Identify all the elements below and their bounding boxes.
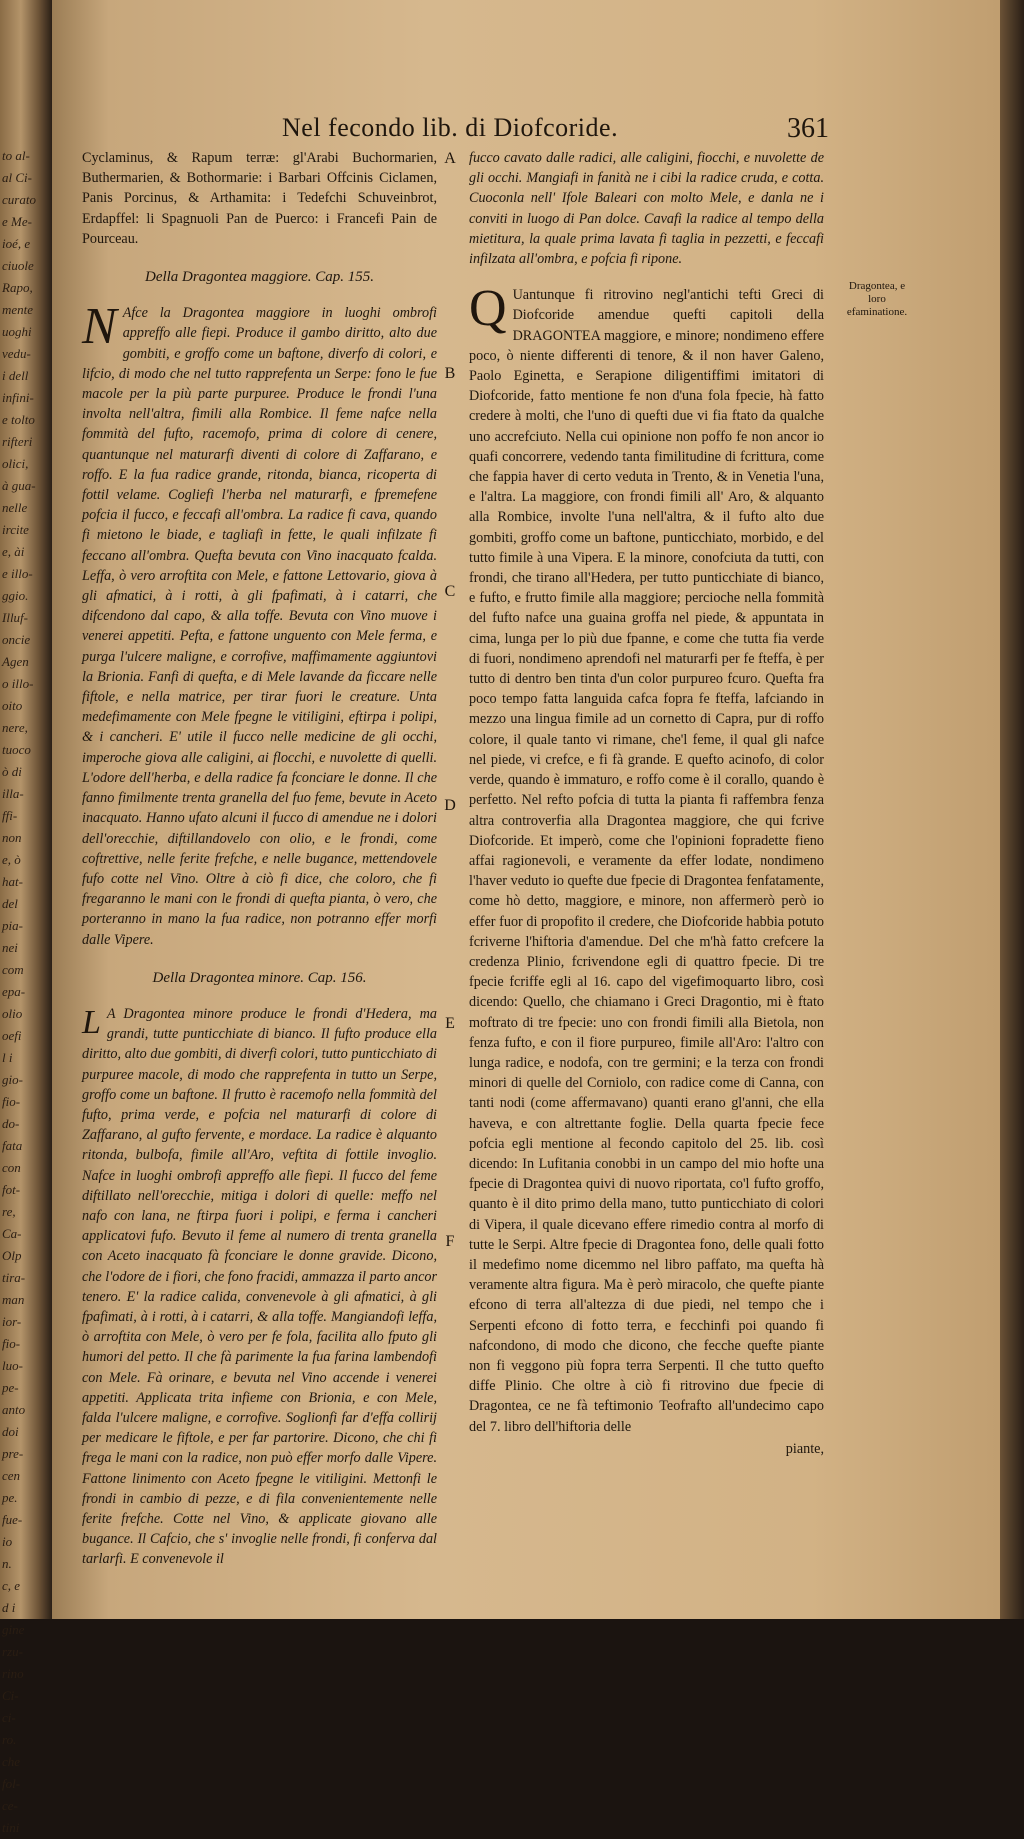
- spine-fragment: epa-: [2, 984, 26, 999]
- spine-fragment: non: [2, 830, 22, 845]
- chapter-156-dropcap: L: [82, 1003, 101, 1041]
- spine-fragment: hat-: [2, 874, 23, 889]
- spine-fragment: à gua-: [2, 478, 36, 493]
- spine-fragment: ircite: [2, 522, 29, 537]
- spine-fragment: oefi: [2, 1028, 22, 1043]
- spine-fragment: nere,: [2, 720, 28, 735]
- spine-fragment: illa-: [2, 786, 24, 801]
- spine-fragment: tini: [2, 1820, 20, 1835]
- spine-fragment: fio-: [2, 1094, 21, 1109]
- spine-fragment: pe-: [2, 1380, 19, 1395]
- page-edge: [1000, 0, 1024, 1619]
- spine-fragment: che: [2, 1754, 21, 1769]
- spine-text-fragments: [2, 145, 48, 1839]
- spine-fragment: man: [2, 1292, 25, 1307]
- running-title: Nel fecondo lib. di Diofcoride.: [282, 113, 619, 142]
- spine-fragment: Olp: [2, 1248, 22, 1263]
- spine-fragment: rzu-: [2, 1644, 23, 1659]
- spine-fragment: d i: [2, 1600, 16, 1615]
- catchword: piante,: [785, 1440, 824, 1457]
- chapter-155-title: Della Dragontea maggiore. Cap. 155.: [144, 269, 374, 286]
- spine-fragment: con: [2, 1160, 21, 1175]
- spine-fragment: i dell: [2, 368, 29, 383]
- spine-fragment: fot-: [2, 1182, 21, 1197]
- spine-fragment: o illo-: [2, 676, 34, 691]
- spine-fragment: ci-: [2, 1710, 16, 1725]
- spine-fragment: luo-: [2, 1358, 23, 1373]
- spine-fragment: olio: [2, 1006, 23, 1021]
- spine-fragment: do-: [2, 1116, 20, 1131]
- spine-fragment: nelle: [2, 500, 28, 515]
- spine-fragment: io: [2, 1534, 13, 1549]
- spine-fragment: com: [2, 962, 24, 977]
- spine-fragment: curato: [2, 192, 36, 207]
- spine-fragment: Agen: [2, 654, 29, 669]
- spine-fragment: gio-: [2, 1072, 23, 1087]
- spine-fragment: nei: [2, 940, 18, 955]
- intro-paragraph: Cyclaminus, & Rapum terræ: gl'Arabi Buchormarien, Buthermarien, & Bothormarie: i Barbari Offcinis Ciclamen, Panis Porcinus, & Arthamita: i Tedefchi Schuveinbrot, Erdapffel: li Spagnuoli Pan de Puerco: i Francefi Pain de Pourceau.: [82, 150, 437, 247]
- spine-fragment: tuoco: [2, 742, 31, 757]
- margin-letter-d: D: [444, 797, 456, 814]
- left-column: [82, 148, 437, 1570]
- spine-fragment: fio-: [2, 1336, 21, 1351]
- side-note: Dragontea, e loro efaminatione.: [846, 280, 908, 318]
- spine-fragment: fata: [2, 1138, 23, 1153]
- chapter-156-text: [82, 1004, 437, 1570]
- spine-fragment: ce-: [2, 1798, 18, 1813]
- spine-fragment: to al-: [2, 148, 30, 163]
- spine-fragment: e tolto: [2, 412, 35, 427]
- spine-fragment: re,: [2, 1204, 16, 1219]
- spine-fragment: Illuf-: [2, 610, 28, 625]
- right-column: [469, 148, 824, 1459]
- spine-fragment: pe.: [2, 1490, 18, 1505]
- spine-fragment: ffi-: [2, 808, 18, 823]
- spine-fragment: rino: [2, 1666, 24, 1681]
- spine-fragment: ciuole: [2, 258, 34, 273]
- margin-letter-c: C: [444, 583, 456, 600]
- spine-fragment: l i: [2, 1050, 13, 1065]
- margin-letter-f: F: [445, 1233, 455, 1250]
- spine-fragment: olici,: [2, 456, 29, 471]
- spine-fragment: fue-: [2, 1512, 23, 1527]
- spine-fragment: vedu-: [2, 346, 31, 361]
- spine-fragment: del: [2, 896, 18, 911]
- chapter-155-dropcap: N: [82, 298, 117, 356]
- spine-fragment: pre-: [2, 1446, 24, 1461]
- spine-fragment: e, ài: [2, 544, 25, 559]
- spine-fragment: c, e: [2, 1578, 21, 1593]
- margin-letter-a: A: [444, 150, 456, 167]
- commentary-dropcap: Q: [469, 280, 507, 338]
- spine-fragment: Ca-: [2, 1226, 22, 1241]
- margin-letter-e: E: [445, 1015, 455, 1032]
- spine-fragment: anto: [2, 1402, 26, 1417]
- spine-fragment: infini-: [2, 390, 34, 405]
- spine-fragment: fol-: [2, 1776, 21, 1791]
- spine-fragment: ò di: [2, 764, 22, 779]
- spine-fragment: mente: [2, 302, 34, 317]
- spine-fragment: e, ò: [2, 852, 21, 867]
- chapter-155-text: [82, 298, 437, 950]
- spine-fragment: uoghi: [2, 324, 32, 339]
- chapter-156-body: A Dragontea minore produce le frondi d'Hedera, ma grandi, tutte punticchiate di bianco. Il fufto produce ella diritto, alto due gombiti, di diverfi colori, tutto punticchiato di purpuree macole, di modo che rapprefenta in tutto un Serpe, groffo come un baftone. Il frutto è racemofo nella fommità del fufto, prima verde, e pofcia nel maturarfi di colore di Zaffarano, al gufto fervente, e mordace. La radice è alquanto ritonda, bulbofa, fimile all'Aro, veftita di fottile invoglio. Nafce in luoghi ombrofi appreffo alle fiepi. Il fucco del feme diftillato nell'orecchie, mitiga i dolori di quelle: meffo nel nafo con lana, ne ftirpa fuori i polipi, e ferma i cancheri applicatovi fufo. Bevuto il feme al numero di trenta granella con Aceto inacquato fà fconciare le donne gravide. Dicono, che l'odore de i fiori, che fono fracidi, ammazza il parto ancor tenero. E' la radice calida, convenevole à gli afmatici, à gli fpafimati, à i rotti, à i catarri, & alla toffe. Mangiandofi leffa, ò arroftita con Mele, ò vero per fe fola, facilita allo fputo gli humori del petto. Il che fà parimente la fua farina lambendofi con Mele. Fà orinare, e bevuta nel Vino accende i venerei appetiti. Applicata trita infieme con Brionia, e con Mele, falda l'ulcere maligne, e corrofive. Soglionfi far d'effa collirij per medicare le fiftole, e per far partorire. Dicono, che chi fi frega le mani con la radice, non può effer morfo dalle Vipere. Fattone linimento con Aceto fpegne le vitiligini. Mettonfi le frondi in cambio di pezze, e di fila convenientemente nelle ferite frefche. Cotte nel Vino, & applicate giovano alle bugance. Il Cafcio, che s' invoglie nelle frondi, fi conferva dal tarlarfi. E convenevole il: [82, 1005, 437, 1568]
- book-page: [52, 0, 1000, 1619]
- spine-fragment: al Ci-: [2, 170, 32, 185]
- chapter-156-continuation: fucco cavato dalle radici, alle caligini, fiocchi, e nuvolette de gli occhi. Mangiafi in fanità ne i cibi la radice cruda, e cotta. Cuoconla nell' Ifole Baleari con molto Mele, e danla ne i conviti in luogo di Pan dolce. Cavafi la radice al tempo della mietitura, la quale prima lavata fi taglia in pezzetti, e feccafi infilzata all'ombra, e pofcia fi ripone.: [469, 150, 824, 268]
- spine-fragment: tira-: [2, 1270, 26, 1285]
- spine-fragment: ioé, e: [2, 236, 31, 251]
- spine-fragment: ggio.: [2, 588, 29, 603]
- chapter-155-body: Afce la Dragontea maggiore in luoghi ombrofi appreffo alle fiepi. Produce il gambo diritto, alto due gombiti, e groffo come un baftone, diverfo di colori, e lifcio, di modo che nel tutto rapprefenta un Serpe: fono le fue macole per la più parte purpuree. Produce le frondi l'una involta nell'altra, fimili alla Rombice. Il feme nafce nella fommità del fufto, racemofo, prima di colore di cenere, quantunque nel maturarfi diventi di colore di Zaffarano, e roffo. E la fua radice grande, ritonda, bianca, ricoperta di fottil velame. Cogliefi l'herba nel maturarfi, e fpremefene pofcia il fucco, e feccafi all'ombra. La radice fi cava, quando fi mietono le biade, e tagliafi in fette, le quali infilzate fi feccano all'ombra. Quefta bevuta con Vino inacquato fcalda. Leffa, ò vero arroftita con Mele, e fattone Lettovario, giova à gli afmatici, à i rotti, à gli fpafimati, à i catarri, che difcendono dal capo, & alla toffe. Bevuta con Vino muove i venerei appetiti. Pefta, e fattone unguento con Mele ferma, e purga l'ulcere maligne, e corrofive, maffimamente aggiuntovi la Brionia. Fanfi di quefta, e di Mele lavande da ficcare nelle fiftole, e nella matrice, per tirar fuori le creature. Unta medefimamente con Mele fpegne le vitiligini, eftirpa i polipi, & i cancheri. E' utile il fucco nelle medicine de gli occhi, imperoche giova alle caligini, ai flocchi, e nuvolette di quelli. L'odore dell'herba, e della radice fa fconciare le donne. Il che fanno fimilmente trenta granella del fuo feme, bevute in Aceto inacquato. Hanno ufato alcuni il fucco di amendue ne i dolori dell'orecchie, diftillandovelo con olio, e le frondi, come coftrettive, nelle ferite frefche, e nelle bugance, mettendovele fufo cotte nel Vino. Oltre à ciò fi dice, che coloro, che fi fregaranno le mani con le frondi di quefta pianta, ò vero, che porteranno in mano la fua radice, non potranno effer morfi dalle Vipere.: [82, 305, 437, 948]
- spine-fragment: gine: [2, 1622, 25, 1637]
- spine-fragment: oncie: [2, 632, 31, 647]
- spine-fragment: e Me-: [2, 214, 32, 229]
- chapter-156-title: Della Dragontea minore. Cap. 156.: [152, 969, 367, 986]
- spine-fragment: cen: [2, 1468, 21, 1483]
- spine-fragment: oito: [2, 698, 23, 713]
- left-page-spine: [0, 0, 52, 1835]
- spine-fragment: Ci-: [2, 1688, 19, 1703]
- spine-fragment: ior-: [2, 1314, 22, 1329]
- spine-fragment: e illo-: [2, 566, 33, 581]
- page-number: 361: [787, 113, 829, 144]
- commentary-text: [469, 280, 824, 1437]
- spine-fragment: pia-: [2, 918, 23, 933]
- spine-fragment: Rapo,: [2, 280, 33, 295]
- spine-fragment: doi: [2, 1424, 19, 1439]
- spine-fragment: ro.: [2, 1732, 17, 1747]
- margin-letter-b: B: [444, 365, 456, 382]
- spine-fragment: n.: [2, 1556, 12, 1571]
- spine-fragment: rifteri: [2, 434, 33, 449]
- commentary-body: Uantunque fi ritrovino negl'antichi tefti Greci di Diofcoride amendue quefti capitoli della DRAGONTEA maggiore, e minore; nondimeno effere poco, ò niente differenti di tenore, & il non haver Galeno, Paolo Eginetta, e Serapione diligentiffimi imitatori di Diofcoride, fatto mentione fe non d'una fola fpecie, hà fatto credere à molti, che l'uno di quefti due vi fia ftato da qualche uno accrefciuto. Nella cui opinione non poffo fe non ancor io quafi concorrere, vedendo tanta fimilitudine di fcrittura, come che fappia haver di certo veduta in Trento, & in Venetia l'una, e l'altra. La maggiore, con frondi fimili all' Aro, & alquanto alla Rombice, involte l'una nell'altra, & il fufto alto due gombiti, groffo come un baftone, punticchiato, morbido, e del tutto fimile à una Vipera. E la minore, conofciuta da tutti, con frondi, che tirano all'Hedera, per tutto punticchiate di bianco, e fufto, e frutto fimile alla maggiore; percioche nella fommità del fufto nafce una guaina groffa nel piede, & appuntata in cima, lunga per lo più due fpanne, e come che tutta fia verde di fuori, nondimeno aprendofi nel maturarfi per fe fteffa, è per tutto di dentro ben tinta d'un color purpureo fcuro. Quefta fra poco tempo fatta languida cafca fopra fe fteffa, lafciando in mezzo una lingua fimile ad un cornetto di Capra, pur di roffo colore, il quale tanto vi rimane, che'l feme, il qual gli nafce nel piede, vi crefce, e fi fà grande. E quefto acinofo, di color verde, quando è immaturo, e roffo come è il corallo, quando è perfetto. Nel refto pofcia di tutta la pianta fi raffembra fenza altra controverfia alla Dragontea maggiore, che qui fcrive Diofcoride. Et imperò, come che l'opinioni fopradette fieno affai ragionevoli, e veramente da effer lodate, nondimeno l'haver veduto io quefte due fpecie di Dragontea fenfatamente, come hò detto, maggiore, e minore, non affermerò però io effer fuor di propofito il credere, che Diofcoride habbia potuto fcriverne l'hiftoria d'amendue. Del che m'hà fatto crefcere la credenza Plinio, fcrivendone egli di quattro fpecie. Di tre fpecie fcriffe egli al 16. capo del vigefimoquarto libro, così dicendo: Quello, che chiamano i Greci Dragontio, mi è ftato moftrato di tre fpecie: uno con frondi fimili alla Bietola, non fenza fufto, e con il fiore purpureo, fimile all'Aro: l'altro con lunga radice, e nodofa, con tre germini; e la terza con frondi minori di quelle del Corniolo, con radice come di Canna, con tanti nodi (come affermavano) quanti erano gl'anni, che ella haveva, e con altrettante foglie. Della quarta fpecie fece pofcia egli mentione al fecondo capitolo del 25. lib. così dicendo: In Lufitania conobbi in un campo del mio hofte una fpecie di Dragontea quivi di nuovo riportata, co'l fufto groffo, quanto è il dito primo della mano, tutto punticchiato di colori di Vipera, il quale dicevano effere rimedio contra al morfo di tutte le Serpi. Altre fpecie di Dragontea fono, delle quali fotto il medefimo nome dicemmo nel libro paffato, ma quefta hà veramente altra figura. Ma è però miracolo, che quefte piante efcono di terra all'altezza di due piedi, nel tempo che i Serpenti efcono di fotto terra, e fecchinfi poi quando fi nafcondono, di modo che dicono, che fecche quefte piante non fi veggono più fopra terra Serpenti. Il che tutto quefto diffe Plinio. Che oltre à ciò fi ritrovino due fpecie di Dragontea, ce ne fà teftimonio Teofrafto all'undecimo capo del 7. libro dell'hiftoria delle: [469, 287, 824, 1435]
